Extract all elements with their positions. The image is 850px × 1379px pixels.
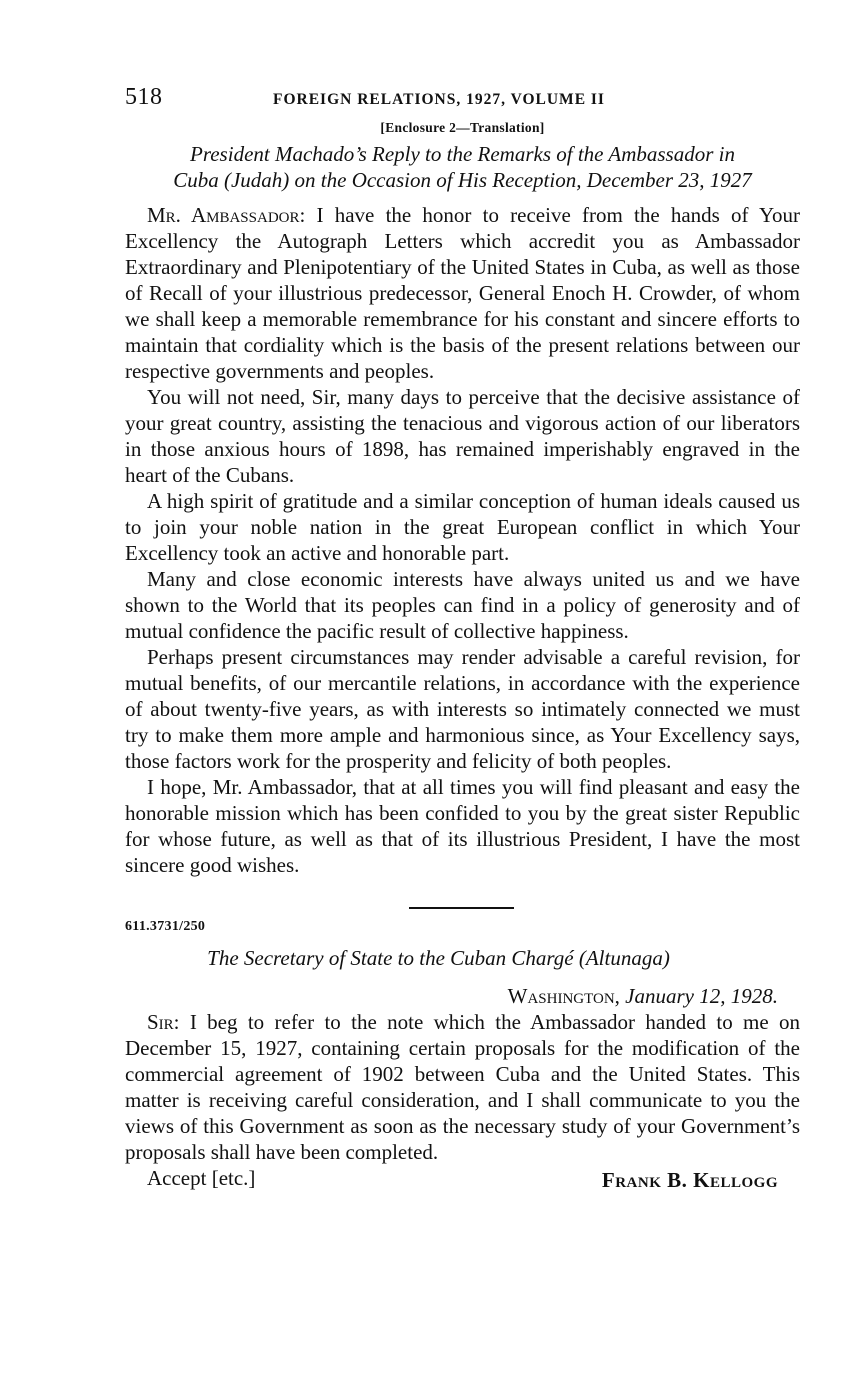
closing-row	[125, 1165, 800, 1193]
running-head-title: FOREIGN RELATIONS, 1927, VOLUME II	[273, 91, 605, 108]
letter-paragraph	[125, 1009, 800, 1165]
section-divider	[409, 907, 514, 909]
page-number: 518	[125, 84, 163, 110]
signature: Frank B. Kellogg	[601, 1168, 778, 1192]
reply-title-line-1: President Machado’s Reply to the Remarks of the Ambassador in	[190, 142, 735, 166]
reply-paragraph: A high spirit of gratitude and a similar conception of human ideals caused us to join your noble nation in the great European conflict in which Your Excellency took an active and honorable part.	[125, 489, 800, 565]
enclosure-label: [Enclosure 2—Translation]	[380, 120, 545, 135]
reply-paragraph: You will not need, Sir, many days to perceive that the decisive assistance of your great country, assisting the tenacious and vigorous action of our liberators in those anxious hours of 1898, has remained imperishably engraved in the heart of the Cubans.	[125, 385, 800, 487]
reply-paragraph: Perhaps present circumstances may render advisable a careful revision, for mutual benefits, of our mercantile relations, in accordance with the experience of about twenty-five years, as with interests so intimately connected we must try to make them more ample and harmonious since, as Your Excellency says, those factors work for the prosperity and felicity of both peoples.	[125, 645, 800, 773]
dateline	[125, 983, 800, 1009]
reply-title	[117, 141, 808, 193]
reply-paragraph: I hope, Mr. Ambassador, that at all times you will find pleasant and easy the honorable mission which has been confided to you by the great sister Republic for whose future, as well as that of its illustrious President, I have the most sincere good wishes.	[125, 775, 800, 877]
closing: Accept [etc.]	[147, 1166, 256, 1190]
letter-body	[125, 1009, 800, 1165]
reply-paragraph-text: I have the honor to receive from the hands of Your Excellency the Autograph Letters which accredit you as Ambassador Extraordinary and Plenipotentiary of the United States in Cuba, as well as those of Recall of your illustrious predecessor, General Enoch H. Crowder, of whom we shall keep a memorable remembrance for his constant and sincere efforts to maintain that cordiality which is the basis of the present relations between our respective governments and peoples.	[125, 203, 801, 383]
file-number: 611.3731/250	[125, 919, 206, 934]
letter-paragraph-text: I beg to refer to the note which the Ambassador handed to me on December 15, 1927, containing certain proposals for the modification of the commercial agreement of 1902 between Cuba and the United States. This matter is receiving careful consideration, and I shall communicate to you the views of this Government as soon as the necessary study of your Government’s proposals shall have been completed.	[125, 1010, 801, 1164]
letter-title: The Secretary of State to the Cuban Chargé (Altunaga)	[207, 946, 670, 970]
dateline-date: January 12, 1928.	[625, 984, 778, 1008]
letter-salutation: Sir:	[147, 1010, 180, 1034]
dateline-place: Washington,	[507, 984, 620, 1008]
running-head	[125, 84, 800, 118]
reply-paragraph: Many and close economic interests have always united us and we have shown to the World that its peoples can find in a policy of generosity and of mutual confidence the pacific result of collective happiness.	[125, 567, 800, 643]
reply-body	[125, 202, 800, 878]
reply-paragraph	[125, 202, 800, 384]
reply-salutation: Mr. Ambassador:	[147, 203, 306, 227]
reply-title-line-2: Cuba (Judah) on the Occasion of His Reception, December 23, 1927	[173, 168, 752, 192]
document-page	[125, 84, 800, 1193]
